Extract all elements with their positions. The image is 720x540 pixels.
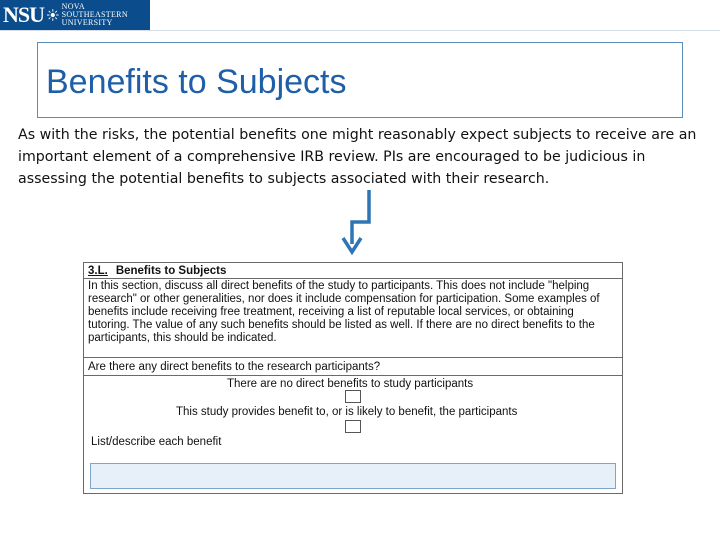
option-no-benefit-label: There are no direct benefits to study participants <box>227 378 474 390</box>
nsu-logo <box>0 0 150 30</box>
divider <box>84 375 622 376</box>
section-number: 3.L. <box>88 265 108 277</box>
slide-title: Benefits to Subjects <box>46 63 347 101</box>
intro-paragraph: As with the risks, the potential benefits one might reasonably expect subjects to receive are an important element of a comprehensive IRB review. PIs are encouraged to be judicious in assessing the potential benefits to subjects associated with their research. <box>18 127 697 187</box>
down-arrow-icon <box>340 188 380 260</box>
form-instructions: In this section, discuss all direct benefits of the study to participants. This does not include "helping research" or other generalities, nor does it include compensation for participation. Some examples of benefits include receiving free treatment, receiving a list of reputable local services, or obtaining tutoring. The value of any such benefits should be listed as well. If there are no direct benefits to the participants, this should be indicated. <box>88 280 600 344</box>
irb-form-excerpt <box>83 262 623 494</box>
logo-text <box>62 3 150 27</box>
benefit-checkbox[interactable] <box>345 420 361 433</box>
benefit-question: Are there any direct benefits to the research participants? <box>88 361 381 373</box>
header-bar <box>0 0 720 31</box>
divider <box>84 278 622 279</box>
logo-line-2: UNIVERSITY <box>61 18 113 27</box>
logo-line-1: NOVA SOUTHEASTERN <box>61 2 128 19</box>
form-section-header <box>88 265 226 277</box>
title-box <box>37 42 683 118</box>
no-benefit-checkbox[interactable] <box>345 390 361 403</box>
benefit-description-field[interactable] <box>90 463 616 489</box>
divider <box>84 357 622 358</box>
list-benefits-label: List/describe each benefit <box>91 436 222 448</box>
logo-mark: NSU <box>3 2 45 27</box>
section-title: Benefits to Subjects <box>115 265 227 277</box>
sun-icon <box>47 9 59 21</box>
option-benefit-label: This study provides benefit to, or is likely to benefit, the participants <box>176 406 518 418</box>
